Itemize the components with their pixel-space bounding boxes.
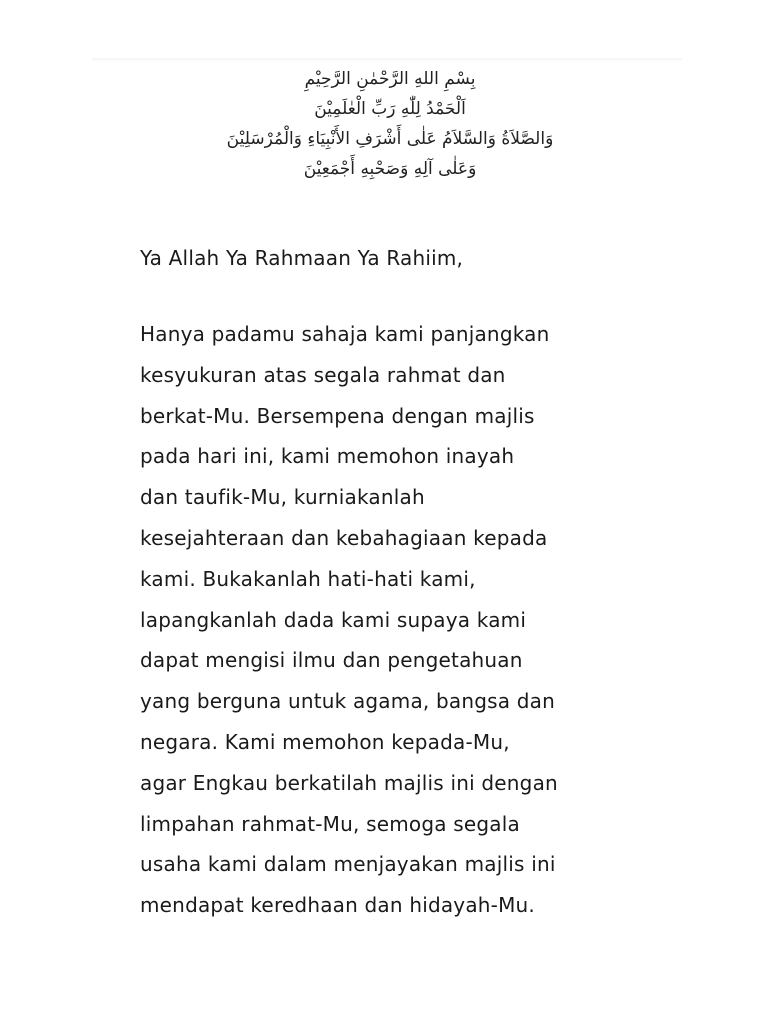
body-line: kesejahteraan dan kebahagiaan kepada bbox=[140, 525, 548, 550]
arabic-line-basmalah: بِسْمِ اللهِ الرَّحْمٰنِ الرَّحِيْمِ bbox=[304, 69, 476, 89]
body-line: negara. Kami memohon kepada-Mu, bbox=[140, 729, 510, 754]
top-divider bbox=[92, 58, 682, 62]
body-line: usaha kami dalam menjayakan majlis ini bbox=[140, 852, 556, 877]
body-line: lapangkanlah dada kami supaya kami bbox=[140, 607, 527, 632]
body-line: dapat mengisi ilmu dan pengetahuan bbox=[140, 648, 523, 673]
body-line: kesyukuran atas segala rahmat dan bbox=[140, 362, 506, 387]
arabic-line-closing: وَعَلٰى آلِهِ وَصَحْبِهِ أَجْمَعِيْنَ bbox=[303, 159, 477, 179]
body-line: yang berguna untuk agama, bangsa dan bbox=[140, 689, 556, 714]
body-line: pada hari ini, kami memohon inayah bbox=[140, 444, 515, 469]
body-line: mendapat keredhaan dan hidayah-Mu. bbox=[140, 893, 535, 918]
body-line: agar Engkau berkatilah majlis ini dengan bbox=[140, 770, 558, 795]
body-line: kami. Bukakanlah hati-hati kami, bbox=[140, 566, 476, 591]
arabic-line-hamdalah: اَلْحَمْدُ لِلّٰهِ رَبِّ الْعٰلَمِيْنَ bbox=[314, 99, 466, 119]
body-line: limpahan rahmat-Mu, semoga segala bbox=[140, 811, 520, 836]
body-line: dan taufik-Mu, kurniakanlah bbox=[140, 485, 425, 510]
body-line: berkat-Mu. Bersempena dengan majlis bbox=[140, 403, 535, 428]
salutation: Ya Allah Ya Rahmaan Ya Rahiim, bbox=[140, 246, 464, 270]
arabic-line-salawat: وَالصَّلاَةُ وَالسَّلاَمُ عَلٰى أَشْرَفِ الأَنْبِيَاءِ وَالْمُرْسَلِيْنَ bbox=[226, 129, 554, 149]
arabic-opening-block bbox=[150, 64, 630, 184]
body-line: Hanya padamu sahaja kami panjangkan bbox=[140, 322, 550, 346]
prayer-body bbox=[140, 314, 660, 926]
